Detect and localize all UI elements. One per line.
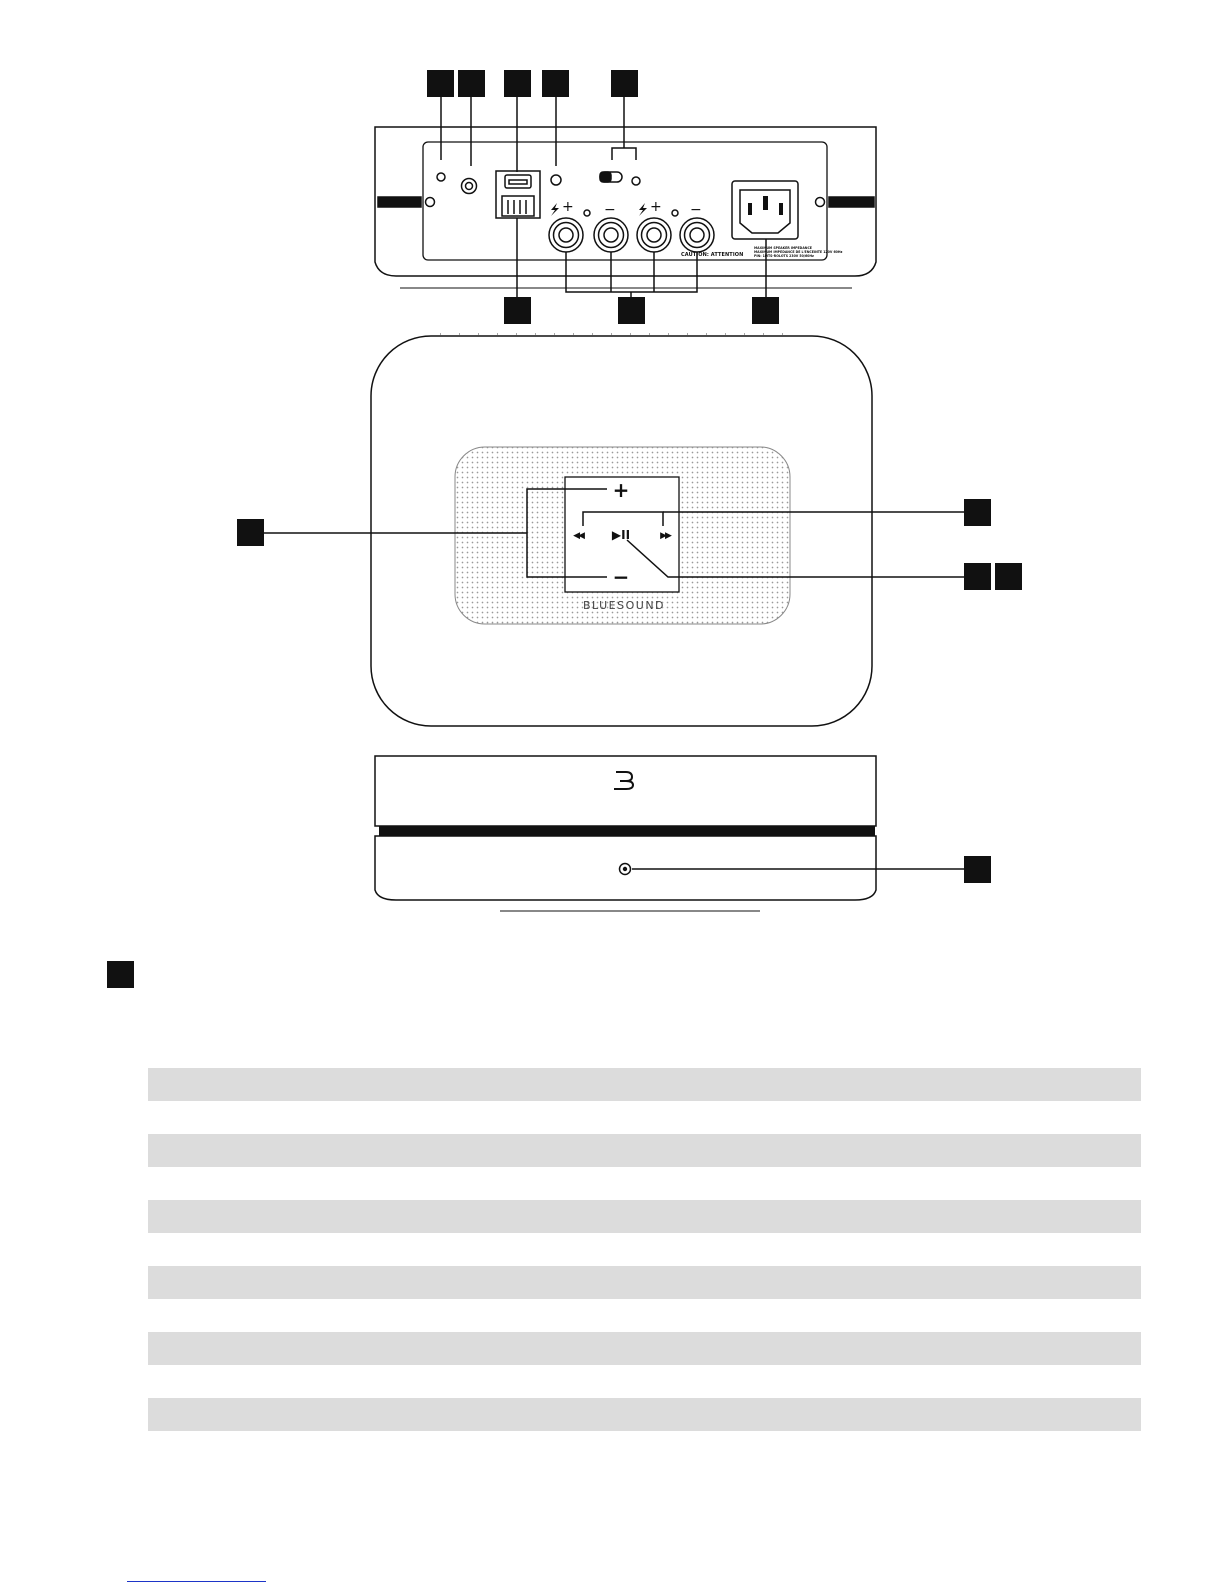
front-upper-body (375, 756, 876, 826)
callout-box (427, 70, 454, 97)
legend-row (148, 1200, 1141, 1233)
optical-input-jack (462, 179, 477, 194)
front-panel-view (375, 756, 964, 911)
bluesound-logo (614, 772, 633, 789)
legend-row (148, 1068, 1141, 1101)
screw-left (426, 198, 435, 207)
volume-down-button[interactable]: − (612, 565, 630, 589)
callout-box (752, 297, 779, 324)
legend-row (148, 1266, 1141, 1299)
callout-box (542, 70, 569, 97)
hazard-bolt-right (639, 203, 647, 216)
play-pause-button[interactable]: ▶II (611, 528, 631, 542)
callout-box (618, 297, 645, 324)
mode-indicator-hole (632, 177, 640, 185)
reset-pinhole (437, 173, 445, 181)
screw-right (816, 198, 825, 207)
subwoofer-out-jack (551, 175, 561, 185)
right-side-groove (829, 197, 874, 207)
optical-input-jack-inner (466, 183, 473, 190)
brand-wordmark: BLUESOUND (583, 599, 666, 612)
legend-row (148, 1398, 1141, 1431)
power-pin-center (763, 196, 768, 210)
terminal-sign-1: + (562, 199, 574, 215)
callout-box (504, 297, 531, 324)
callout-box (504, 70, 531, 97)
legend-table (148, 1068, 1141, 1464)
hazard-bolt-left (551, 203, 559, 216)
rear-panel-view (375, 127, 876, 288)
usb-port-slot (509, 180, 527, 184)
legend-row (148, 1332, 1141, 1365)
legend-row (148, 1134, 1141, 1167)
callout-box (964, 563, 991, 590)
status-pinhole-left (584, 210, 590, 216)
callout-box (611, 70, 638, 97)
next-button[interactable]: ▶▶ (660, 531, 670, 541)
previous-button[interactable]: ◀◀ (573, 531, 583, 541)
power-pin-right (779, 203, 783, 215)
status-pinhole-right (672, 210, 678, 216)
left-side-groove (378, 197, 421, 207)
rating-label: MAXIMUM SPEAKER IMPEDANCE MAXIMUM IMPEDANCE DE L'ENCEINTE 120V 60Hz PIN: 1MTS-ROLOTS 230V 50/60Hz (754, 246, 843, 258)
terminal-sign-4: − (690, 202, 702, 218)
callout-box (237, 519, 264, 546)
callout-box (964, 856, 991, 883)
front-divider-band (379, 826, 875, 836)
callout-box (458, 70, 485, 97)
terminal-sign-3: + (650, 199, 662, 215)
power-pin-left (748, 203, 752, 215)
section-marker-box (107, 961, 134, 988)
volume-up-button[interactable]: + (612, 478, 630, 502)
callout-box (964, 499, 991, 526)
caution-label: CAUTION: ATTENTION (681, 252, 744, 258)
terminal-sign-2: − (604, 202, 616, 218)
mode-switch-knob (600, 172, 611, 182)
footer-link[interactable] (127, 1581, 266, 1585)
ethernet-port (502, 196, 534, 216)
rear-callout-boxes (427, 70, 779, 324)
callout-box (995, 563, 1022, 590)
